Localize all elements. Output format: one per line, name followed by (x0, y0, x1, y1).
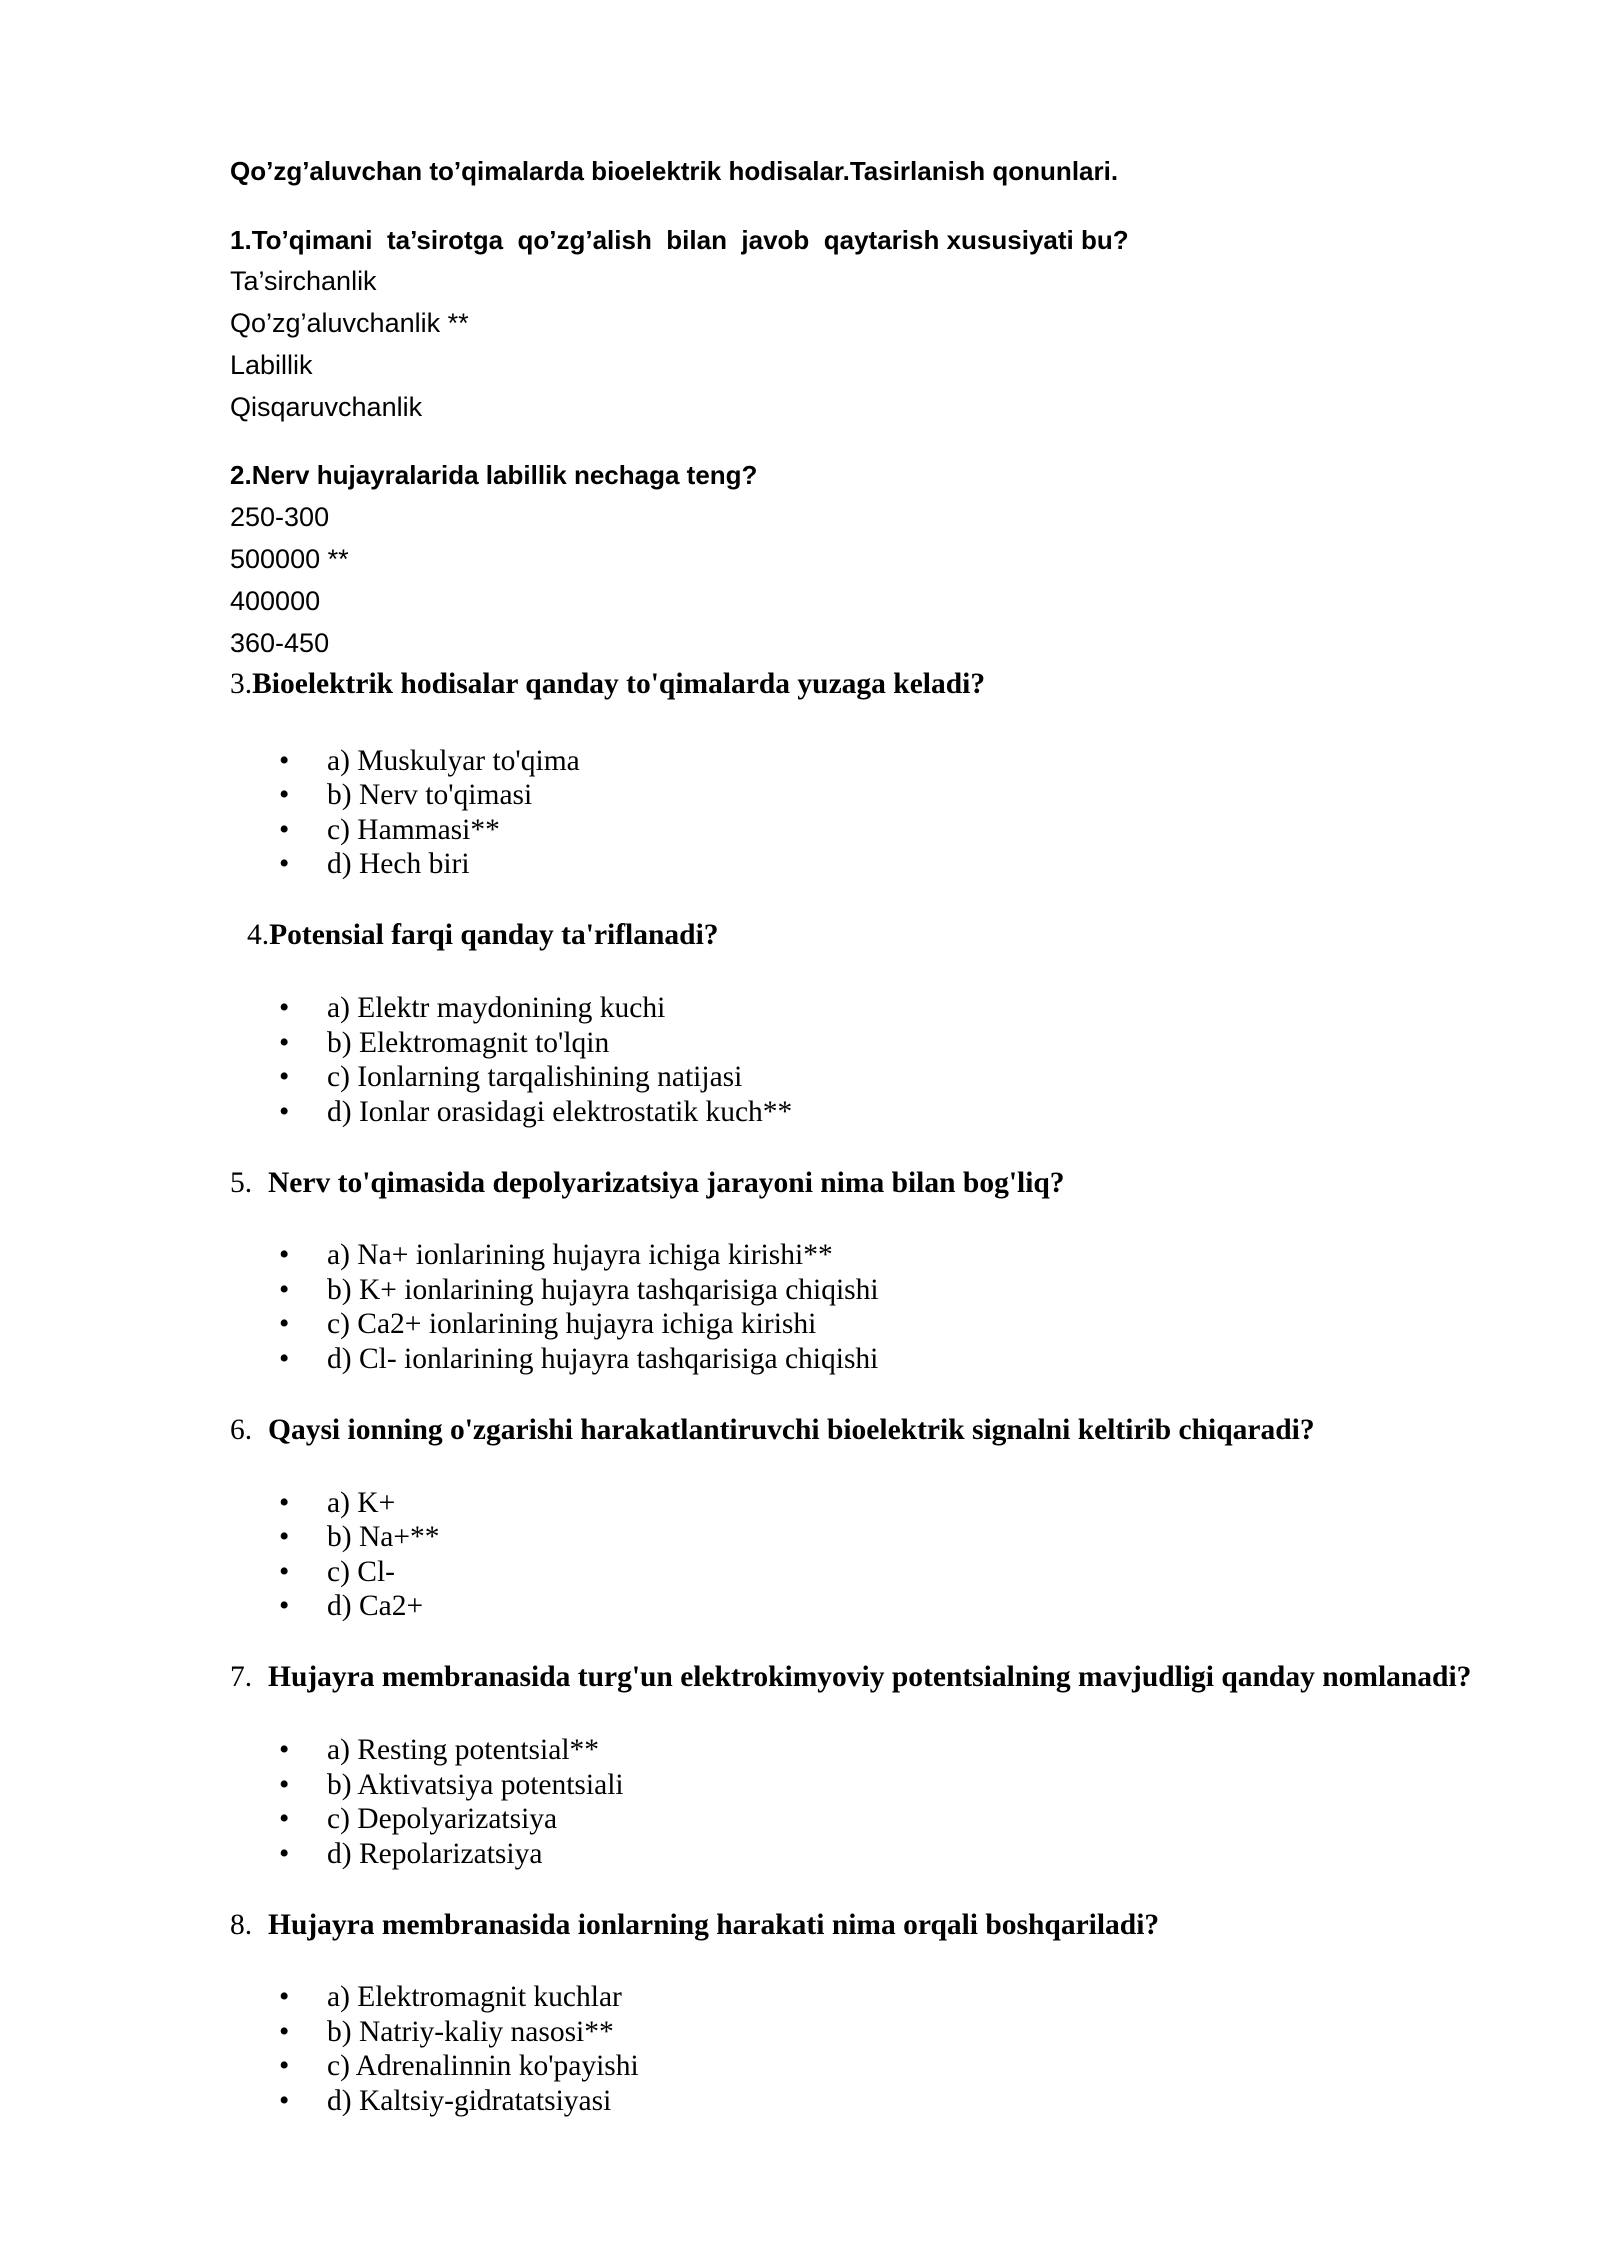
answer-option: Ta’sirchanlik (230, 266, 377, 297)
question-text: Qaysi ionning o'zgarishi harakatlantiruvchi bioelektrik signalni keltirib chiqaradi? (268, 1414, 1315, 1446)
answer-option (0, 1837, 1600, 1872)
answer-option (0, 778, 1600, 813)
answer-option (0, 1342, 1600, 1377)
answer-option-text: b) Aktivatsiya potentsiali (327, 1768, 624, 1801)
list-bullet (279, 1733, 289, 1768)
list-bullet (279, 1342, 289, 1377)
answer-option (0, 1238, 1600, 1273)
question-number: 7. (230, 1661, 253, 1694)
list-bullet (279, 847, 289, 882)
answer-option: 250-300 (230, 501, 330, 532)
question-4 (247, 918, 719, 953)
question-number: 8. (230, 1908, 253, 1941)
list-bullet (279, 1307, 289, 1342)
answer-option-text: a) Elektr maydonining kuchi (327, 992, 666, 1025)
answer-option-text: a) K+ (327, 1486, 396, 1519)
answer-option-text: a) Elektromagnit kuchlar (327, 1981, 622, 2014)
question-heading (230, 1413, 1315, 1448)
list-bullet (279, 2084, 289, 2119)
list-bullet (279, 1768, 289, 1803)
list-bullet (279, 1060, 289, 1095)
answer-options (0, 1733, 1600, 1871)
answer-option: 500000 ** (230, 543, 349, 574)
question-number: 1. (230, 224, 252, 255)
list-bullet (279, 2015, 289, 2050)
answer-option: Labillik (230, 350, 313, 381)
list-bullet (279, 1520, 289, 1555)
answer-option (0, 1520, 1600, 1555)
answer-options (0, 1486, 1600, 1624)
answer-options (0, 1980, 1600, 2118)
question-number: 2. (230, 460, 252, 490)
answer-option (0, 2015, 1600, 2050)
answer-option-text: c) Depolyarizatsiya (327, 1803, 558, 1835)
answer-option: Qo’zg’aluvchanlik ** (230, 308, 469, 339)
question-heading (230, 1166, 1065, 1201)
answer-option (0, 813, 1600, 848)
answer-option (0, 2049, 1600, 2084)
list-bullet (279, 991, 289, 1026)
list-bullet (279, 778, 289, 813)
list-bullet (279, 2049, 289, 2084)
answer-option-text: d) Cl- ionlarining hujayra tashqarisiga chiqishi (327, 1342, 879, 1375)
answer-option-text: d) Kaltsiy-gidratatsiyasi (327, 2084, 612, 2117)
answer-option (0, 1980, 1600, 2015)
list-bullet (279, 1273, 289, 1308)
document-title: Qo’zg’aluvchan to’qimalarda bioelektrik hodisalar.Tasirlanish qonunlari. (230, 155, 1119, 186)
answer-option-text: d) Ca2+ (327, 1590, 424, 1623)
answer-option-text: b) Elektromagnit to'lqin (327, 1026, 610, 1059)
answer-option (0, 991, 1600, 1026)
answer-option (0, 1273, 1600, 1308)
question-number: 5. (230, 1166, 253, 1199)
answer-option-text: b) Nerv to'qimasi (327, 779, 533, 812)
list-bullet (279, 1555, 289, 1590)
answer-option-text: d) Repolarizatsiya (327, 1837, 543, 1870)
question-1 (230, 220, 1129, 429)
question-2 (230, 455, 757, 664)
answer-option (0, 744, 1600, 779)
list-bullet (279, 1026, 289, 1061)
answer-option (0, 1802, 1600, 1837)
answer-option: 360-450 (230, 627, 330, 658)
answer-option-text: c) Cl- (327, 1555, 395, 1588)
answer-option-text: c) Ca2+ ionlarining hujayra ichiga kirishi (327, 1308, 817, 1341)
answer-options (0, 1238, 1600, 1376)
question-7 (230, 1660, 1471, 1695)
answer-option-text: a) Na+ ionlarining hujayra ichiga kirishi** (327, 1239, 833, 1272)
question-heading (230, 220, 1129, 262)
question-number: 6. (230, 1414, 253, 1446)
answer-option-text: d) Ionlar orasidagi elektrostatik kuch** (327, 1095, 793, 1128)
question-5 (230, 1166, 1065, 1201)
answer-option (0, 847, 1600, 882)
question-text: Potensial farqi qanday ta'riflanadi? (269, 919, 719, 952)
question-heading (230, 1660, 1471, 1695)
question-heading (247, 918, 719, 953)
question-3 (230, 667, 985, 702)
answer-option (0, 1733, 1600, 1768)
list-bullet (279, 1980, 289, 2015)
list-bullet (279, 813, 289, 848)
list-bullet (279, 1837, 289, 1872)
answer-options (0, 991, 1600, 1129)
answer-option (0, 1555, 1600, 1590)
list-bullet (279, 1238, 289, 1273)
answer-option-text: a) Muskulyar to'qima (327, 744, 580, 777)
answer-option-text: b) Natriy-kaliy nasosi** (327, 2015, 614, 2048)
list-bullet (279, 1802, 289, 1837)
question-text: To’qimani ta’sirotga qo’zg’alish bilan javob qaytarish xususiyati bu? (251, 224, 1129, 255)
question-number: 3. (230, 667, 253, 700)
question-heading (230, 667, 985, 702)
answer-option-text: c) Adrenalinnin ko'payishi (327, 2050, 639, 2083)
question-6 (230, 1413, 1315, 1448)
question-heading (230, 455, 757, 497)
answer-option-text: c) Hammasi** (327, 813, 500, 846)
answer-option-text: c) Ionlarning tarqalishining natijasi (327, 1061, 743, 1094)
list-bullet (279, 1589, 289, 1624)
answer-option (0, 1026, 1600, 1061)
question-text: Nerv hujayralarida labillik nechaga teng? (251, 460, 758, 490)
question-heading (230, 1908, 1159, 1943)
question-8 (230, 1908, 1159, 1943)
question-text: Nerv to'qimasida depolyarizatsiya jarayoni nima bilan bog'liq? (268, 1166, 1065, 1199)
answer-options (0, 744, 1600, 882)
answer-option-text: b) Na+** (327, 1521, 440, 1554)
answer-option-text: a) Resting potentsial** (327, 1734, 600, 1766)
question-text: Hujayra membranasida turg'un elektrokimyoviy potentsialning mavjudligi qanday nomlanadi? (268, 1661, 1472, 1694)
answer-option: Qisqaruvchanlik (230, 392, 423, 423)
answer-option (0, 1095, 1600, 1130)
question-text: Hujayra membranasida ionlarning harakati nima orqali boshqariladi? (268, 1908, 1160, 1941)
answer-option (0, 1307, 1600, 1342)
answer-option (0, 1589, 1600, 1624)
list-bullet (279, 1095, 289, 1130)
list-bullet (279, 744, 289, 779)
answer-option-text: b) K+ ionlarining hujayra tashqarisiga chiqishi (327, 1273, 879, 1306)
question-text: Bioelektrik hodisalar qanday to'qimalarda yuzaga keladi? (252, 667, 986, 700)
list-bullet (279, 1486, 289, 1521)
answer-option (0, 1486, 1600, 1521)
answer-option-text: d) Hech biri (327, 848, 470, 881)
answer-option (0, 2084, 1600, 2119)
answer-option: 400000 (230, 585, 321, 616)
answer-option (0, 1768, 1600, 1803)
document-title-block (230, 150, 1118, 192)
answer-option (0, 1060, 1600, 1095)
question-number: 4. (247, 919, 270, 952)
